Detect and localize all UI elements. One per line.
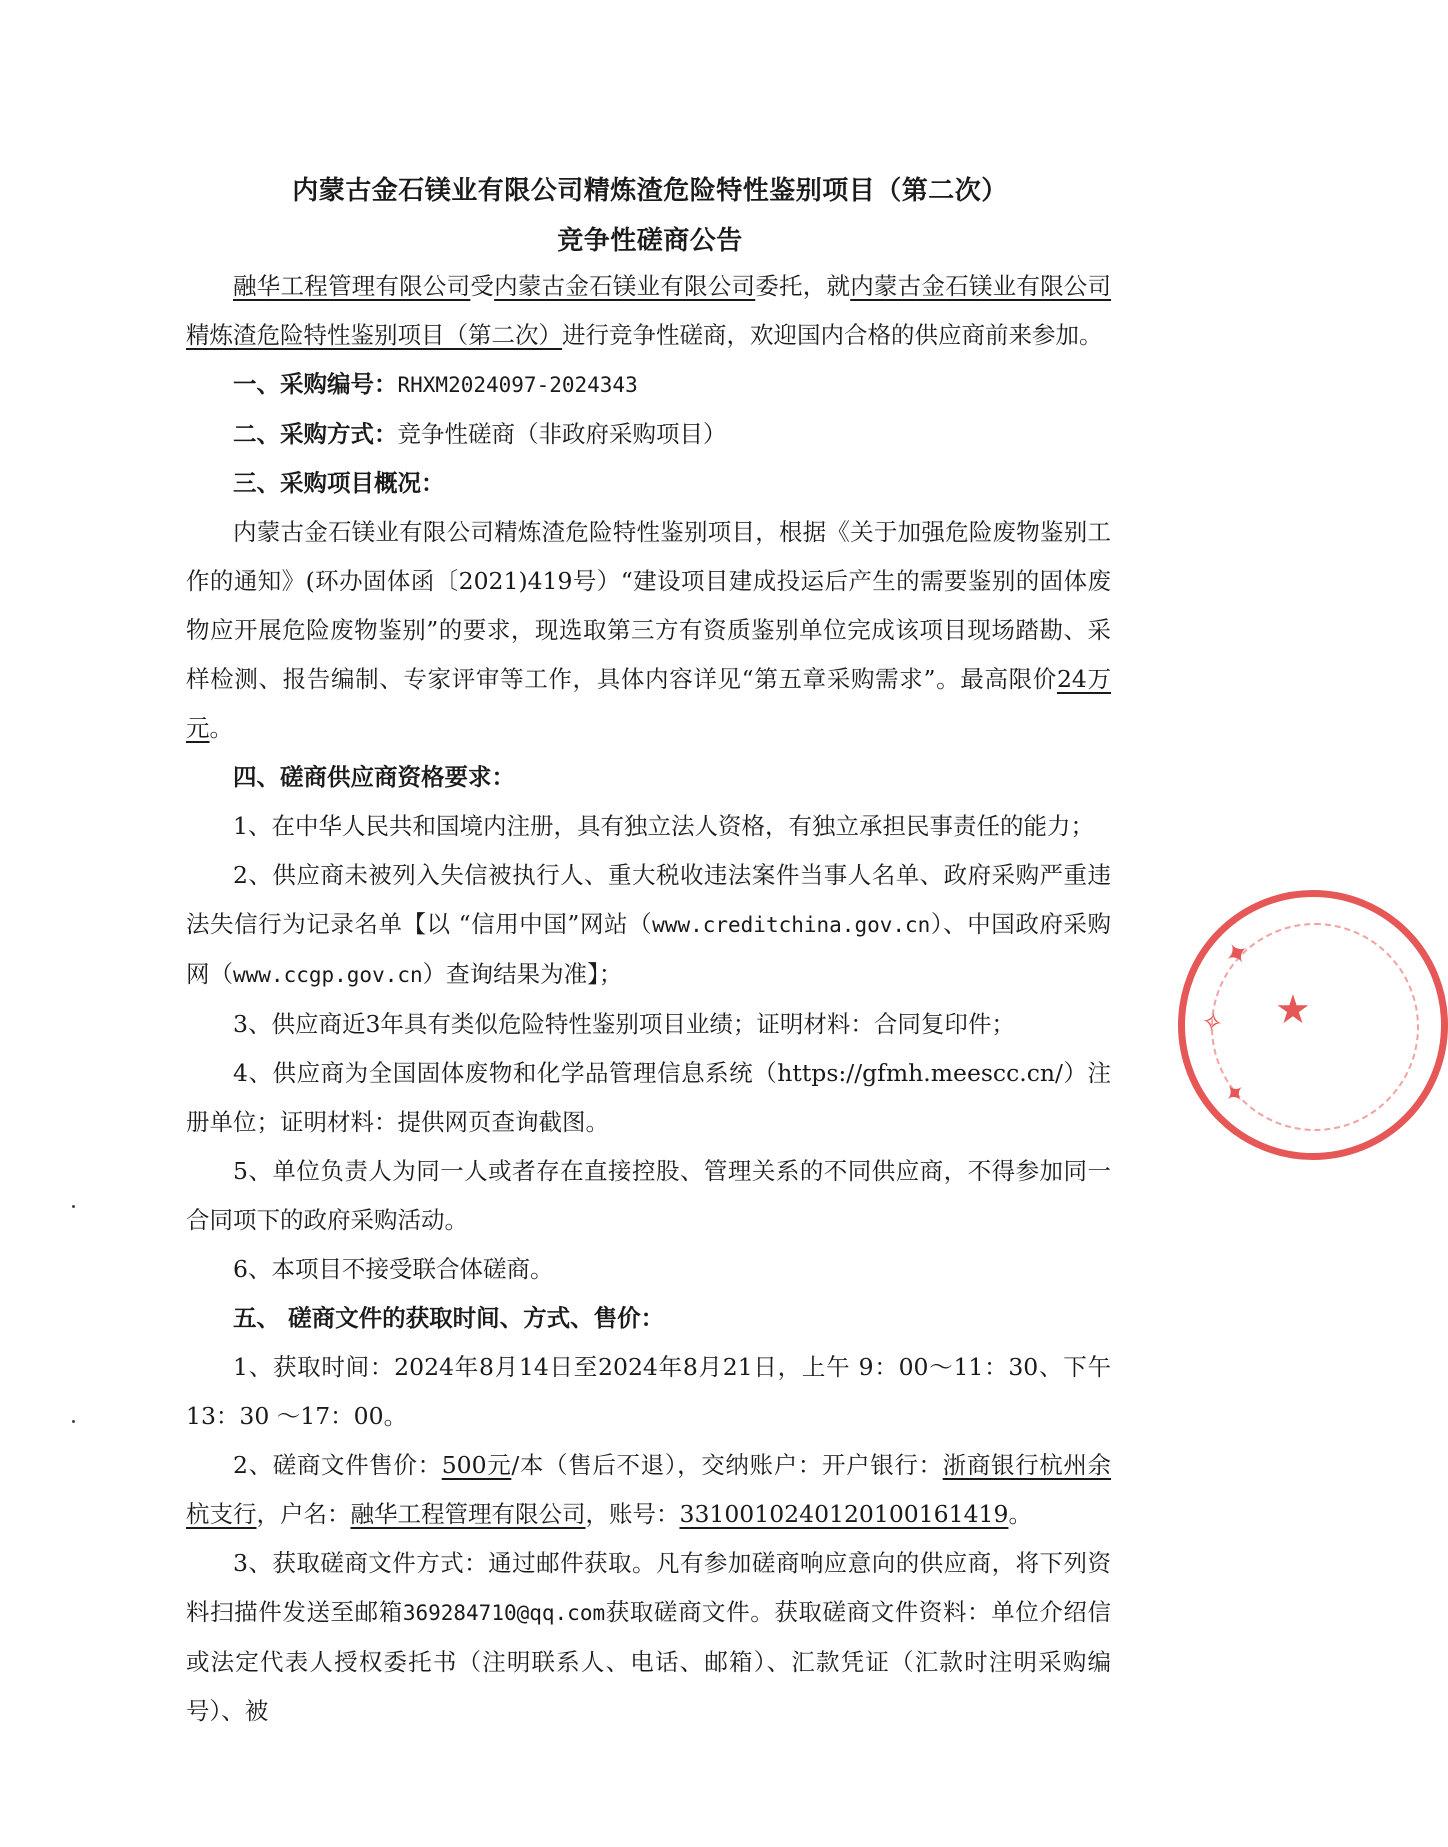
intro-paragraph bbox=[186, 262, 1111, 360]
overview-end: 。 bbox=[209, 714, 233, 742]
project-name: 内蒙古金石镁业有限公司精炼渣危险特性鉴别项目（第二次） bbox=[186, 272, 1112, 349]
seal-star: ★ bbox=[1275, 987, 1311, 1033]
document-fee: 500元 bbox=[441, 1451, 512, 1479]
contact-email: 369284710@qq.com bbox=[402, 1601, 606, 1625]
section-3-heading: 三、采购项目概况： bbox=[233, 469, 445, 497]
account-holder: 融华工程管理有限公司 bbox=[350, 1500, 586, 1528]
section-2 bbox=[186, 410, 1111, 459]
qualification-item-6: 6、本项目不接受联合体磋商。 bbox=[233, 1255, 554, 1283]
client-name: 内蒙古金石镁业有限公司 bbox=[494, 272, 756, 300]
section-5 bbox=[186, 1294, 1111, 1343]
price-text-e: 。 bbox=[1008, 1500, 1032, 1528]
section-3 bbox=[186, 459, 1111, 508]
intro-text-1: 受 bbox=[470, 272, 495, 300]
document-body bbox=[186, 262, 1111, 1736]
section-2-heading: 二、采购方式： bbox=[233, 420, 398, 448]
creditchina-url: www.creditchina.gov.cn bbox=[652, 913, 931, 937]
price-text-d: ，账号： bbox=[585, 1500, 680, 1528]
price-text-b: /本（售后不退），交纳账户：开户银行： bbox=[511, 1451, 943, 1479]
item-2-text-a: 2、供应商未被列入失信被执行人、重大税收违法案件当事人名单、政府采购严重违法失信行为记录名单【以 “信用中国”网站（ bbox=[186, 861, 1111, 938]
agent-name: 融华工程管理有限公司 bbox=[233, 272, 471, 300]
ccgp-url: www.ccgp.gov.cn bbox=[233, 963, 423, 987]
bank-name: 浙商银行杭州余杭支行 bbox=[186, 1451, 1112, 1528]
section-1-heading: 一、采购编号： bbox=[233, 370, 398, 398]
procurement-method: 竞争性磋商（非政府采购项目） bbox=[397, 420, 727, 448]
seal-mark: ✦ bbox=[1217, 933, 1258, 976]
intro-text-2: 委托，就 bbox=[755, 272, 851, 300]
document-subtitle: 竞争性磋商公告 bbox=[557, 226, 743, 256]
section-4-heading: 四、磋商供应商资格要求： bbox=[233, 763, 515, 791]
document-title: 内蒙古金石镁业有限公司精炼渣危险特性鉴别项目（第二次） bbox=[292, 176, 1008, 206]
scan-speck bbox=[72, 1205, 75, 1208]
method-text-b: 获取磋商文件。获取磋商文件资料：单位介绍信或法定代表人授权委托书（注明联系人、电话、邮箱）、汇款凭证（汇款时注明采购编号）、被 bbox=[186, 1598, 1112, 1725]
project-overview: 内蒙古金石镁业有限公司精炼渣危险特性鉴别项目，根据《关于加强危险废物鉴别工作的通知》(环办固体函〔2021)419号）“建设项目建成投运后产生的需要鉴别的固体废物应开展危险废物鉴别”的要求，现选取第三方有资质鉴别单位完成该项目现场踏勘、采样检测、报告编制、专家评审等工作，具体内容详见“第五章采购需求”。最高限价 bbox=[186, 518, 1111, 693]
account-number: 3310010240120100161419 bbox=[679, 1500, 1009, 1528]
method-text-a: 3、获取磋商文件方式：通过邮件获取。凡有参加磋商响应意向的供应商，将下列资料扫描件发送至邮箱 bbox=[186, 1549, 1111, 1626]
section-3-text bbox=[186, 508, 1111, 753]
price-text-a: 2、磋商文件售价： bbox=[233, 1451, 442, 1479]
section-1 bbox=[186, 360, 1111, 410]
acquisition-method bbox=[186, 1539, 1111, 1736]
qualification-item-2 bbox=[186, 851, 1111, 1000]
max-price: 24万元 bbox=[186, 665, 1112, 742]
intro-text-3: 进行竞争性磋商，欢迎国内合格的供应商前来参加。 bbox=[562, 321, 1103, 349]
item-2-text-b: ）、中国政府采购网（ bbox=[186, 910, 1112, 988]
scan-speck bbox=[72, 1420, 75, 1423]
official-seal bbox=[1178, 890, 1448, 1160]
qualification-item-1: 1、在中华人民共和国境内注册，具有独立法人资格，有独立承担民事责任的能力； bbox=[233, 812, 1094, 840]
qualification-item-3: 3、供应商近3年具有类似危险特性鉴别项目业绩；证明材料：合同复印件； bbox=[233, 1010, 1015, 1038]
section-5-heading: 五、 磋商文件的获取时间、方式、售价： bbox=[233, 1304, 665, 1332]
qualification-item-4: 4、供应商为全国固体废物和化学品管理信息系统（https://gfmh.meescc.cn/）注册单位；证明材料：提供网页查询截图。 bbox=[186, 1059, 1111, 1136]
seal-mark: ✧ bbox=[1197, 1008, 1231, 1036]
section-4 bbox=[186, 753, 1111, 802]
item-2-text-c: ）查询结果为准】； bbox=[422, 960, 623, 988]
qualification-item-5: 5、单位负责人为同一人或者存在直接控股、管理关系的不同供应商，不得参加同一合同项下的政府采购活动。 bbox=[186, 1157, 1111, 1234]
acquisition-time: 1、获取时间：2024年8月14日至2024年8月21日，上午 9：00～11：30、下午 13：30 ～17：00。 bbox=[186, 1353, 1111, 1430]
document-price bbox=[186, 1441, 1111, 1539]
seal-mark: ✦ bbox=[1217, 1074, 1255, 1110]
price-text-c: ，户名： bbox=[256, 1500, 351, 1528]
procurement-number: RHXM2024097-2024343 bbox=[397, 373, 638, 397]
